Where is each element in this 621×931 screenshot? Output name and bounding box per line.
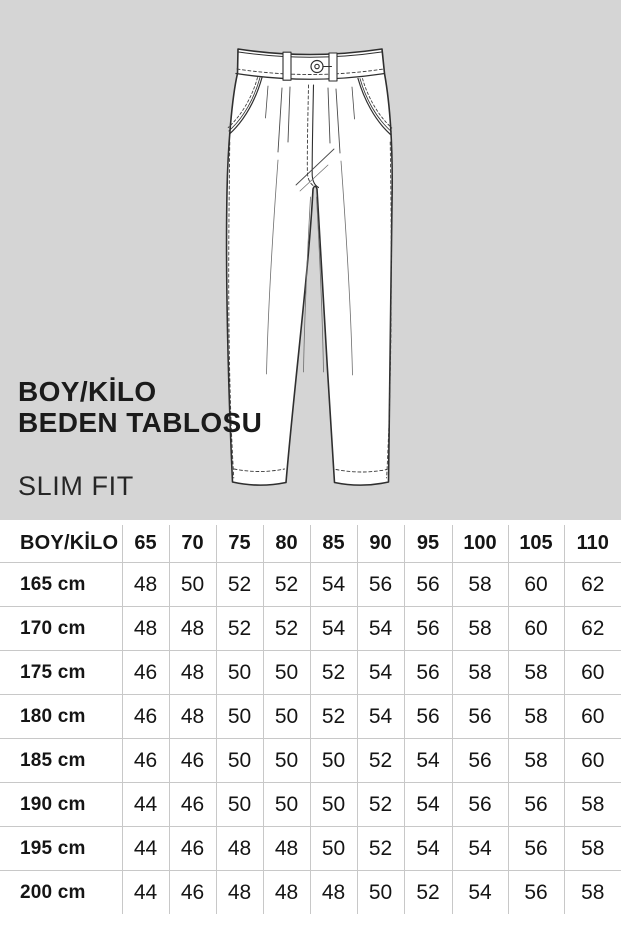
- size-value-cell: 54: [452, 871, 508, 915]
- weight-header-cell: 80: [263, 525, 310, 563]
- size-value-cell: 48: [169, 607, 216, 651]
- size-value-cell: 56: [357, 563, 404, 607]
- size-value-cell: 58: [452, 563, 508, 607]
- size-value-cell: 56: [508, 783, 564, 827]
- size-value-cell: 58: [508, 739, 564, 783]
- weight-header-cell: 110: [564, 525, 621, 563]
- size-value-cell: 50: [263, 695, 310, 739]
- size-value-cell: 56: [404, 563, 452, 607]
- size-value-cell: 62: [564, 563, 621, 607]
- size-value-cell: 52: [216, 563, 263, 607]
- size-value-cell: 46: [169, 871, 216, 915]
- table-row: [0, 739, 621, 783]
- height-row-label: 165 cm: [0, 563, 122, 607]
- size-value-cell: 46: [169, 827, 216, 871]
- table-row: [0, 871, 621, 915]
- table-row: [0, 607, 621, 651]
- size-value-cell: 58: [452, 607, 508, 651]
- size-value-cell: 60: [508, 563, 564, 607]
- size-value-cell: 50: [310, 739, 357, 783]
- size-value-cell: 54: [357, 695, 404, 739]
- size-value-cell: 50: [263, 651, 310, 695]
- size-value-cell: 46: [169, 739, 216, 783]
- size-value-cell: 50: [169, 563, 216, 607]
- size-value-cell: 48: [122, 607, 169, 651]
- weight-header-cell: 85: [310, 525, 357, 563]
- size-table-body: [0, 563, 621, 915]
- size-value-cell: 58: [452, 651, 508, 695]
- size-value-cell: 58: [564, 783, 621, 827]
- size-value-cell: 52: [404, 871, 452, 915]
- size-value-cell: 54: [404, 827, 452, 871]
- weight-header-cell: 90: [357, 525, 404, 563]
- chart-title-line2: BEDEN TABLOSU: [18, 407, 263, 438]
- size-value-cell: 54: [404, 783, 452, 827]
- size-value-cell: 60: [564, 651, 621, 695]
- size-value-cell: 48: [263, 871, 310, 915]
- size-value-cell: 52: [357, 827, 404, 871]
- size-value-cell: 52: [216, 607, 263, 651]
- corner-header-boy-kilo: BOY/KİLO: [0, 525, 122, 563]
- size-value-cell: 48: [263, 827, 310, 871]
- size-value-cell: 56: [452, 783, 508, 827]
- size-value-cell: 48: [216, 827, 263, 871]
- size-value-cell: 46: [122, 739, 169, 783]
- size-value-cell: 44: [122, 827, 169, 871]
- size-table-section: [0, 520, 621, 914]
- size-value-cell: 56: [404, 607, 452, 651]
- table-row: [0, 563, 621, 607]
- size-value-cell: 52: [357, 783, 404, 827]
- size-value-cell: 50: [216, 695, 263, 739]
- table-row: [0, 695, 621, 739]
- table-row: [0, 783, 621, 827]
- size-value-cell: 52: [310, 651, 357, 695]
- size-value-cell: 44: [122, 871, 169, 915]
- size-value-cell: 56: [452, 739, 508, 783]
- size-value-cell: 56: [404, 695, 452, 739]
- chart-title-line1: BOY/KİLO: [18, 376, 157, 407]
- size-table: [0, 525, 621, 914]
- height-row-label: 175 cm: [0, 651, 122, 695]
- size-value-cell: 58: [564, 871, 621, 915]
- size-value-cell: 46: [122, 651, 169, 695]
- size-value-cell: 50: [310, 783, 357, 827]
- table-row: [0, 651, 621, 695]
- size-value-cell: 62: [564, 607, 621, 651]
- size-value-cell: 58: [508, 695, 564, 739]
- weight-header-cell: 65: [122, 525, 169, 563]
- size-value-cell: 48: [216, 871, 263, 915]
- size-value-cell: 48: [310, 871, 357, 915]
- size-value-cell: 52: [310, 695, 357, 739]
- size-value-cell: 56: [452, 695, 508, 739]
- height-row-label: 190 cm: [0, 783, 122, 827]
- size-value-cell: 52: [263, 607, 310, 651]
- hero-titles: [18, 376, 262, 502]
- weight-header-cell: 105: [508, 525, 564, 563]
- size-value-cell: 52: [357, 739, 404, 783]
- size-value-cell: 50: [216, 783, 263, 827]
- size-value-cell: 60: [564, 695, 621, 739]
- size-value-cell: 50: [310, 827, 357, 871]
- weight-header-cell: 70: [169, 525, 216, 563]
- fit-type-label: SLIM FIT: [18, 471, 134, 501]
- size-value-cell: 58: [508, 651, 564, 695]
- height-row-label: 185 cm: [0, 739, 122, 783]
- height-row-label: 195 cm: [0, 827, 122, 871]
- weight-header-cell: 100: [452, 525, 508, 563]
- size-value-cell: 46: [169, 783, 216, 827]
- weight-header-cell: 95: [404, 525, 452, 563]
- size-value-cell: 50: [216, 739, 263, 783]
- size-value-cell: 52: [263, 563, 310, 607]
- size-value-cell: 50: [263, 739, 310, 783]
- size-value-cell: 58: [564, 827, 621, 871]
- size-value-cell: 60: [564, 739, 621, 783]
- size-value-cell: 56: [404, 651, 452, 695]
- size-value-cell: 50: [263, 783, 310, 827]
- size-value-cell: 54: [310, 563, 357, 607]
- size-value-cell: 44: [122, 783, 169, 827]
- size-value-cell: 48: [122, 563, 169, 607]
- size-value-cell: 48: [169, 651, 216, 695]
- height-row-label: 200 cm: [20, 881, 86, 903]
- table-row: [0, 827, 621, 871]
- size-value-cell: 54: [404, 739, 452, 783]
- size-value-cell: 48: [169, 695, 216, 739]
- size-value-cell: 54: [357, 607, 404, 651]
- size-value-cell: 50: [357, 871, 404, 915]
- size-value-cell: 54: [357, 651, 404, 695]
- weight-header-cell: 75: [216, 525, 263, 563]
- size-value-cell: 54: [310, 607, 357, 651]
- size-value-cell: 56: [508, 827, 564, 871]
- size-value-cell: 60: [508, 607, 564, 651]
- height-row-label: 180 cm: [0, 695, 122, 739]
- size-value-cell: 54: [452, 827, 508, 871]
- size-value-cell: 46: [122, 695, 169, 739]
- height-row-label: 170 cm: [0, 607, 122, 651]
- size-value-cell: 56: [508, 871, 564, 915]
- size-table-header-row: [0, 525, 621, 563]
- size-value-cell: 50: [216, 651, 263, 695]
